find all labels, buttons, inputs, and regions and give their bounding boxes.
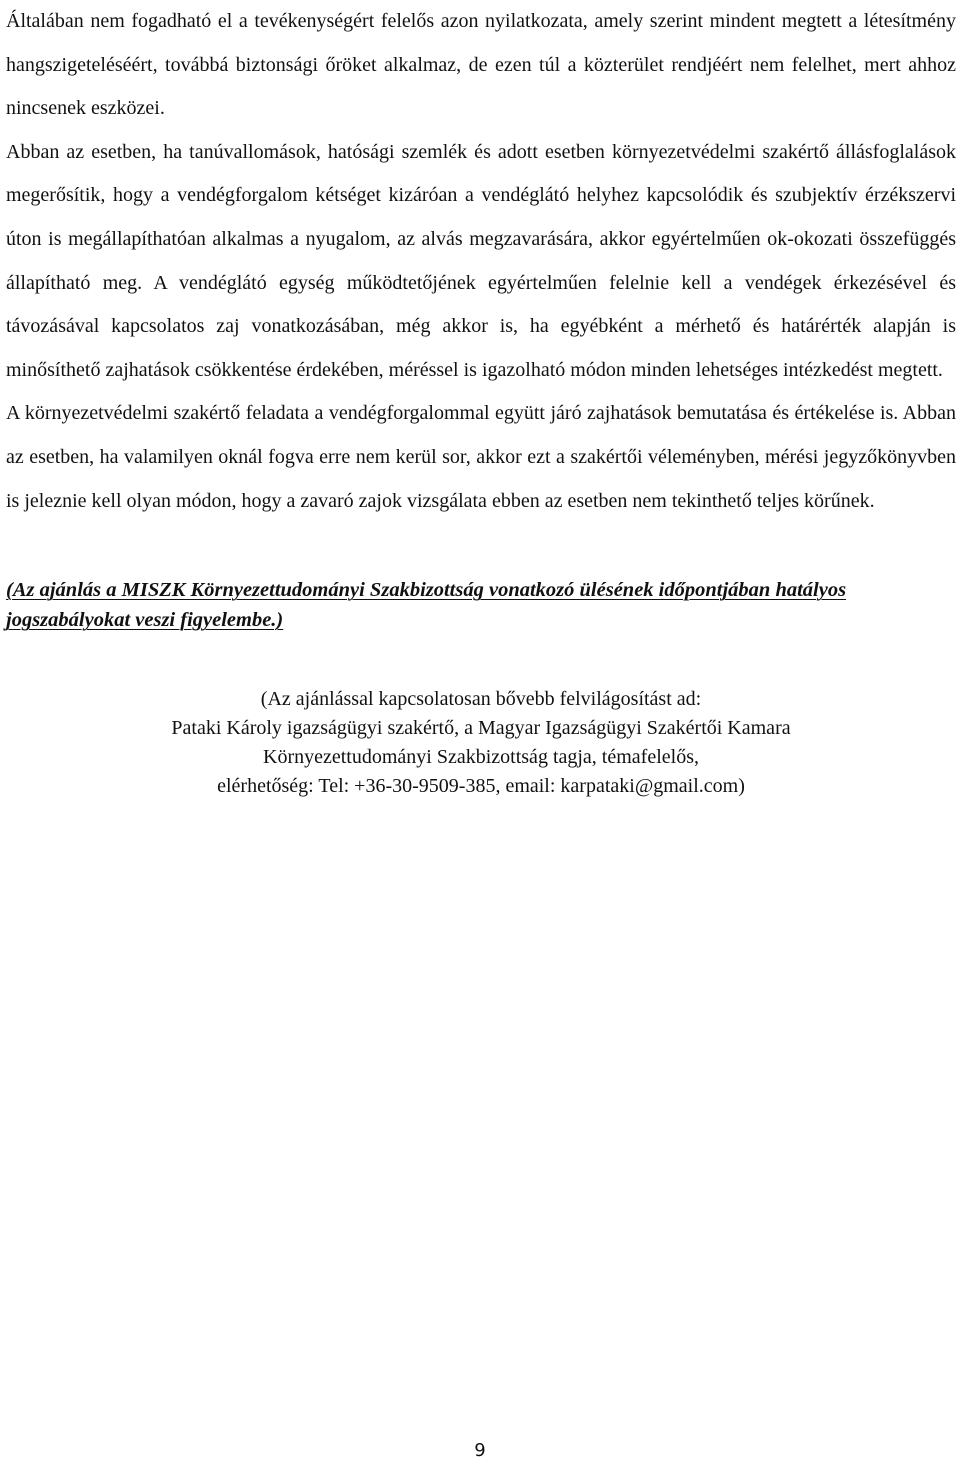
paragraph-expert-task: A környezetvédelmi szakértő feladata a vendégforgalommal együtt járó zajhatások bemutatása és értékelése is. Abban az esetben, ha valamilyen oknál fogva erre nem kerül sor, akkor ezt a szakértői véleményben, mérési jegyzőkönyvben is jeleznie kell olyan módon, hogy a zavaró zajok vizsgálata ebben az esetben nem tekinthető teljes körűnek. <box>6 402 956 512</box>
contact-line-details: elérhetőség: Tel: +36-30-9509-385, email: karpataki@gmail.com) <box>217 775 745 798</box>
page-number: 9 <box>474 1440 486 1461</box>
contact-line-expert: Pataki Károly igazságügyi szakértő, a Magyar Igazságügyi Szakértői Kamara <box>171 717 791 740</box>
contact-block <box>6 685 956 801</box>
paragraph-public-order: Általában nem fogadható el a tevékenységért felelős azon nyilatkozata, amely szerint mindent megtett a létesítmény hangszigeteléséért, továbbá biztonsági őröket alkalmaz, de ezen túl a közterület rendjéért nem felelhet, mert ahhoz nincsenek eszközei. <box>6 10 956 120</box>
document-page <box>6 0 956 801</box>
paragraph-causal-link: Abban az esetben, ha tanúvallomások, hatósági szemlék és adott esetben környezetvédelmi szakértő állásfoglalások megerősítik, hogy a vendégforgalom kétséget kizáróan a vendéglátó helyhez kapcsolódik és szubjektív érzékszervi úton is megállapíthatóan alkalmas a nyugalom, az alvás megzavarására, akkor egyértelműen ok-okozati összefüggés állapítható meg. A vendéglátó egység működtetőjének egyértelműen felelnie kell a vendégek érkezésével és távozásával kapcsolatos zaj vonatkozásában, még akkor is, ha egyébként a mérhető és határérték alapján is minősíthető zajhatások csökkentése érdekében, méréssel is igazolható módon minden lehetséges intézkedést megtett. <box>6 140 956 381</box>
recommendation-note: (Az ajánlás a MISZK Környezettudományi Szakbizottság vonatkozó ülésének időpontjában hatályos jogszabályokat veszi figyelembe.) <box>6 579 847 632</box>
contact-line-committee: Környezettudományi Szakbizottság tagja, témafelelős, <box>263 746 699 769</box>
contact-line-intro: (Az ajánlással kapcsolatosan bővebb felvilágosítást ad: <box>260 688 702 711</box>
